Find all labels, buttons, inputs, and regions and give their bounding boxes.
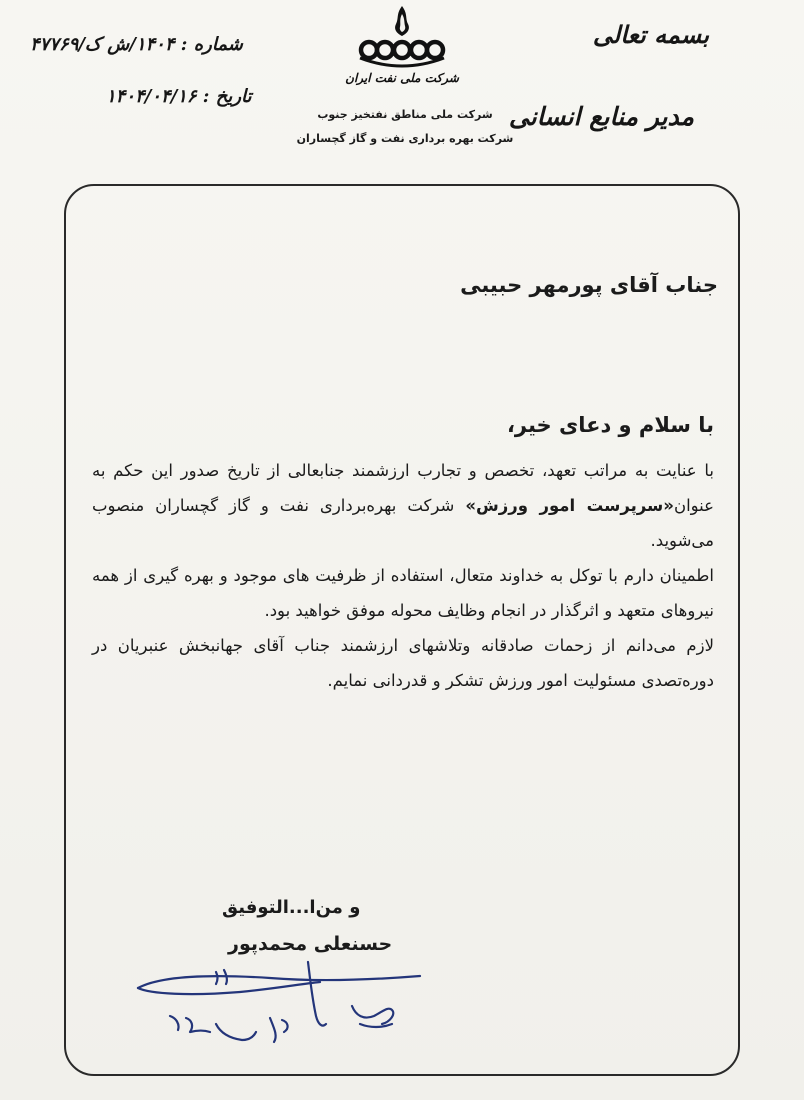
letter-number xyxy=(30,34,243,55)
nioc-logo-icon xyxy=(345,4,459,96)
svg-text:شرکت ملی نفت ایران: شرکت ملی نفت ایران xyxy=(345,71,459,85)
paragraph-gratitude: لازم می‌دانم از زحمات صادقانه وتلاشهای ارزشمند جناب آقای جهانبخش عنبریان در دوره‌تصدی مسئولیت امور ورزش تشکر و قدردانی نمایم. xyxy=(92,636,714,690)
date-label: تاریخ : xyxy=(202,86,252,107)
appointment-title: «سرپرست امور ورزش» xyxy=(465,496,674,515)
letter-body xyxy=(92,453,714,698)
department-title: مدیر منابع انسانی xyxy=(508,102,694,131)
letter-date xyxy=(106,86,252,107)
company-name-line1: شرکت ملی مناطق نفتخیز جنوب xyxy=(317,108,493,121)
paragraph-appointment: با عنایت به مراتب تعهد، تخصص و تجارب ارزشمند جنابعالی از تاریخ صدور این حکم به عنوان«سرپرست امور ورزش» شرکت بهره‌برداری نفت و گاز گچساران منصوب می‌شوید. xyxy=(92,461,715,550)
paragraph-confidence: اطمینان دارم با توکل به خداوند متعال، استفاده از ظرفیت های موجود و بهره گیری از همه نیروهای متعهد و اثرگذار در انجام وظایف محوله موفق خواهید بود. xyxy=(92,566,714,620)
basmala-text: بسمه تعالی xyxy=(592,20,709,49)
greeting: با سلام و دعای خیر، xyxy=(506,413,714,437)
signer-name: حسنعلی محمدپور xyxy=(228,933,393,955)
handwritten-signature xyxy=(120,958,440,1068)
company-name-line2: شرکت بهره برداری نفت و گاز گچساران xyxy=(296,132,514,145)
number-label: شماره : xyxy=(180,34,243,55)
date-value: ۱۴۰۴/۰۴/۱۶ xyxy=(106,86,197,107)
addressee: جناب آقای پورمهر حبیبی xyxy=(460,273,718,297)
closing-phrase: و من‌ا...التوفیق xyxy=(222,897,361,918)
number-value: ۱۴۰۴/ش ک/۴۷۷۶۹ xyxy=(30,34,175,55)
